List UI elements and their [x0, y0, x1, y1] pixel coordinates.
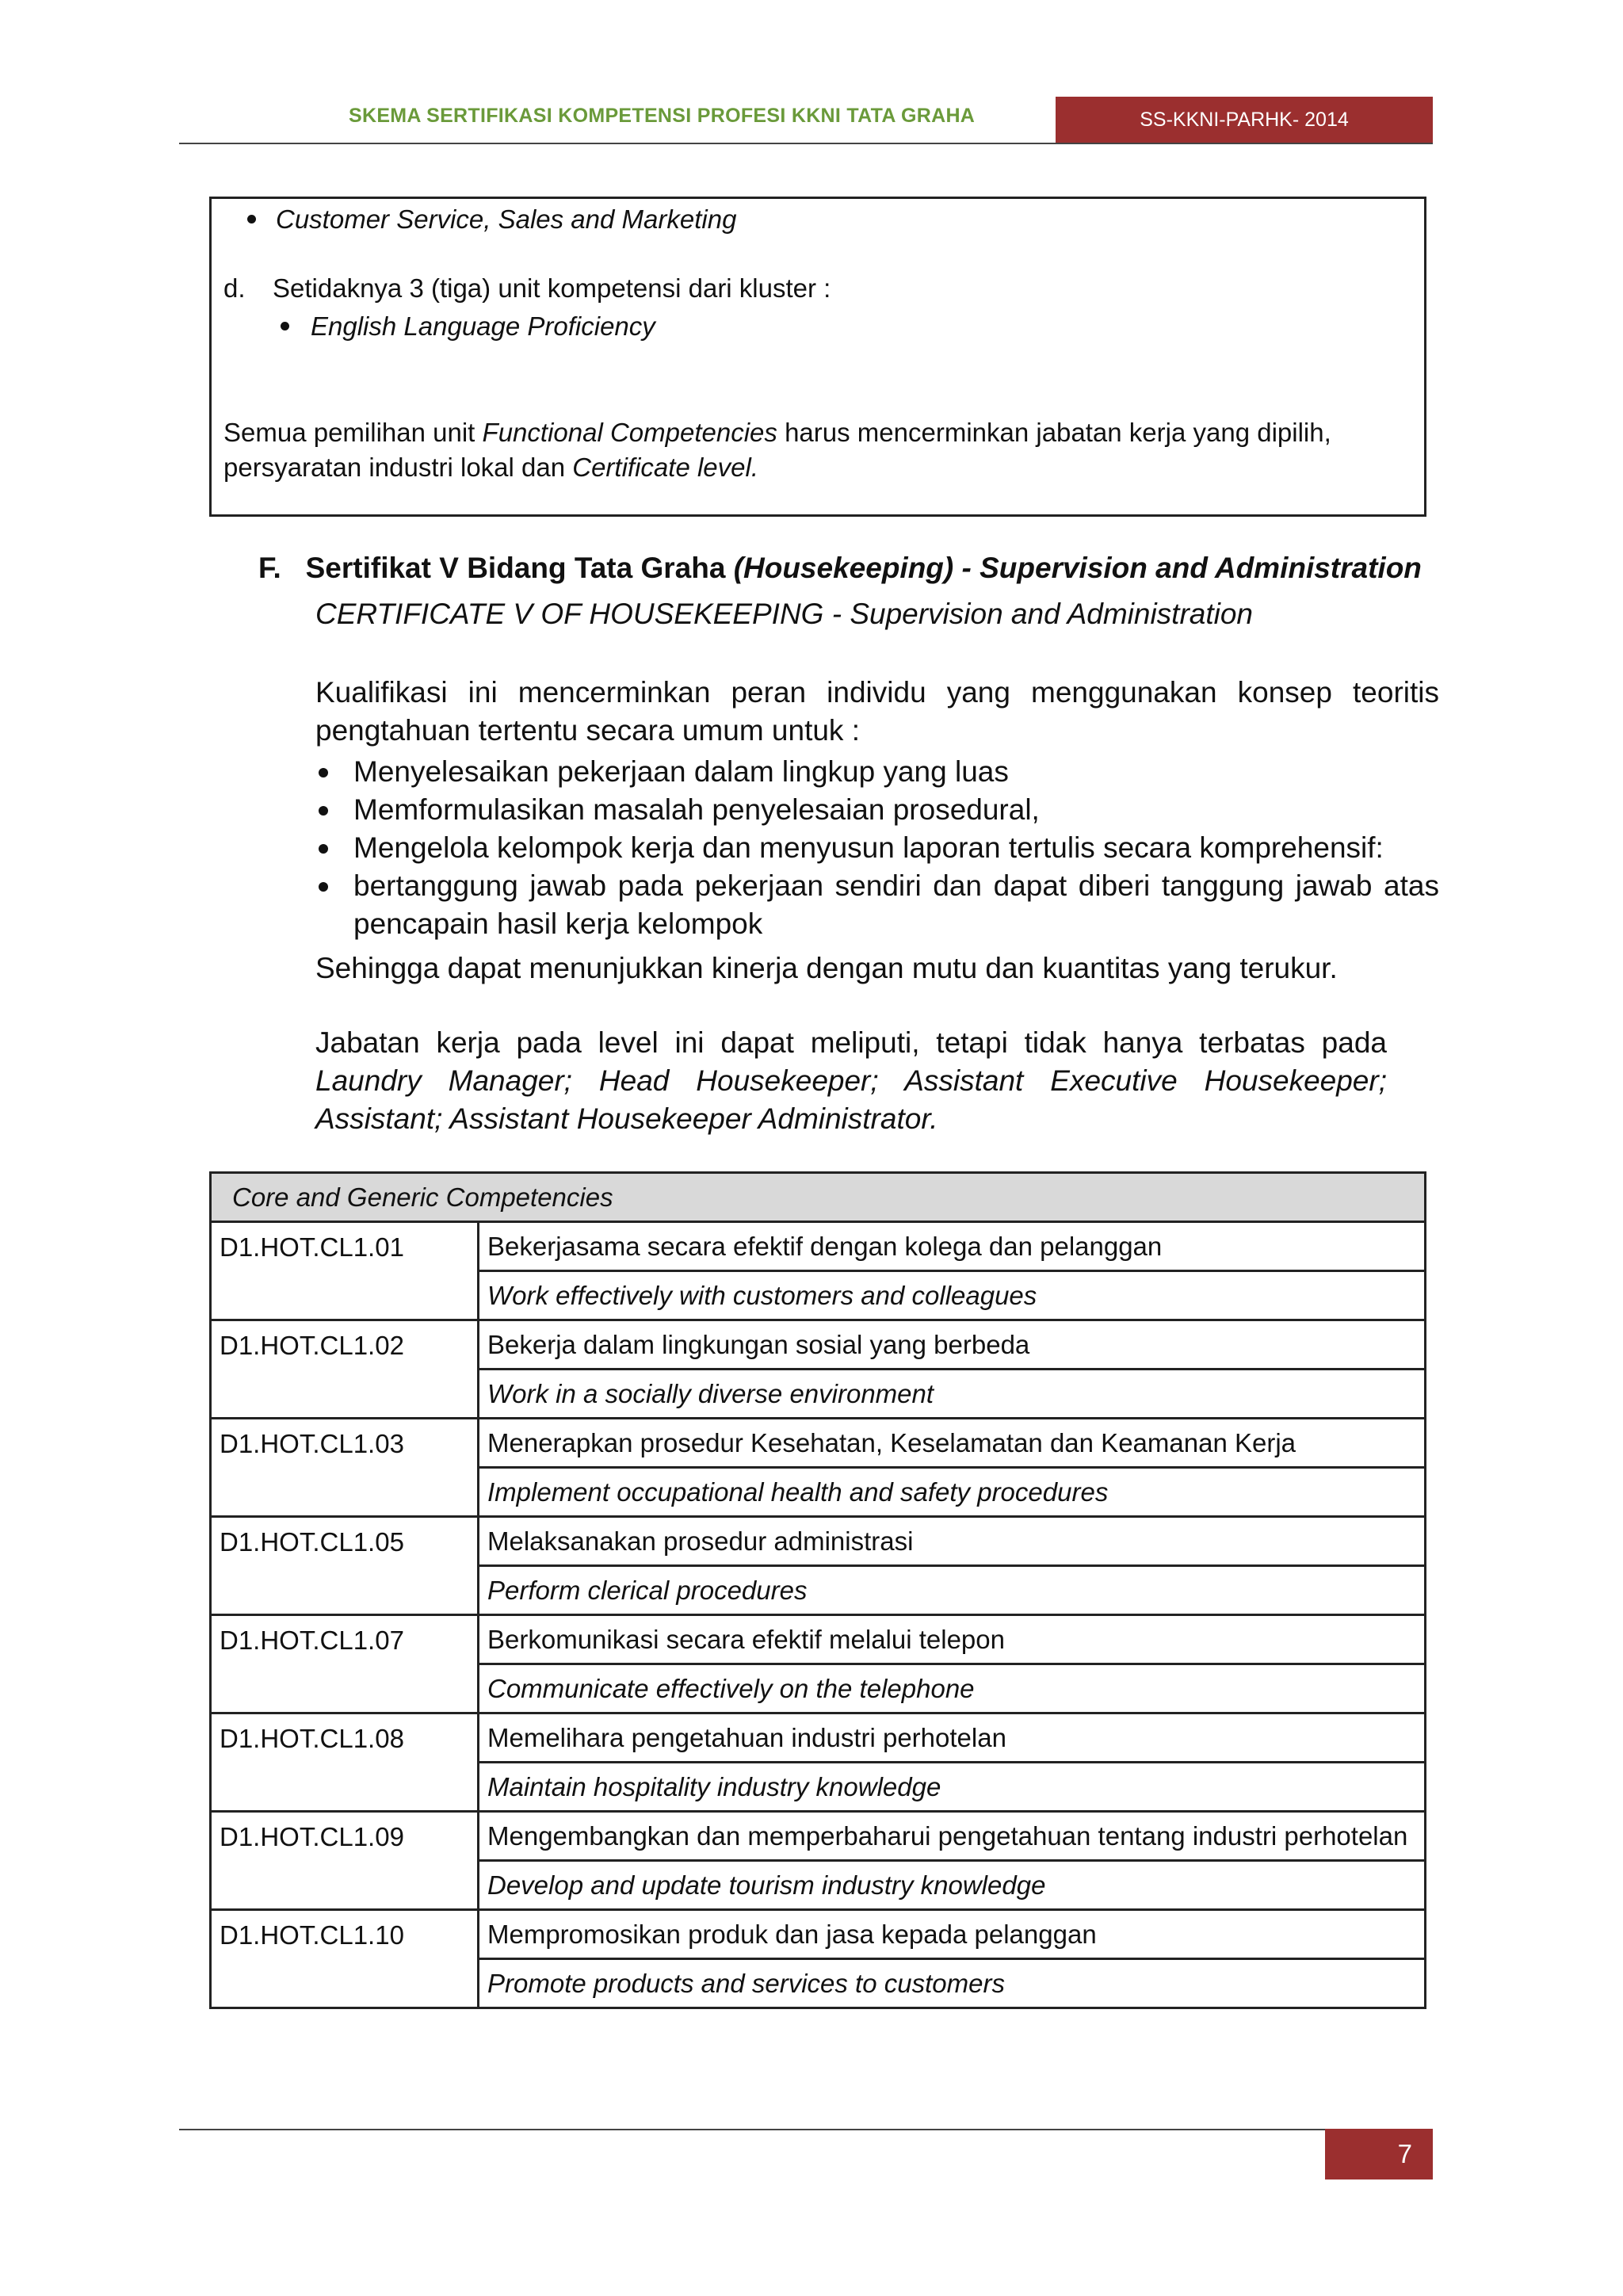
unit-code: D1.HOT.CL1.08 [211, 1713, 479, 1812]
unit-title-id: Menerapkan prosedur Kesehatan, Keselamatan dan Keamanan Kerja [479, 1419, 1426, 1468]
box-note [223, 415, 1419, 485]
table-row [211, 1320, 1426, 1370]
page-number: 7 [1397, 2139, 1412, 2168]
unit-code: D1.HOT.CL1.10 [211, 1910, 479, 2008]
section-marker: F. [258, 552, 281, 584]
jobs-prefix: Jabatan kerja pada level ini dapat meliputi, tetapi tidak hanya terbatas pada [315, 1026, 1387, 1059]
unit-title-id: Melaksanakan prosedur administrasi [479, 1517, 1426, 1566]
bullet-icon [247, 215, 256, 223]
unit-code: D1.HOT.CL1.03 [211, 1419, 479, 1517]
box-note-part4: Certificate level. [572, 453, 759, 482]
table-row [211, 1812, 1426, 1861]
section-heading [258, 552, 1422, 585]
box-d-marker: d. [223, 273, 246, 303]
box-note-part2: Functional Competencies [482, 418, 777, 447]
unit-title-en: Work effectively with customers and colleagues [479, 1271, 1426, 1320]
jobs-list: Laundry Manager; Head Housekeeper; Assistant Executive Housekeeper; Assistant; Assistant Housekeeper Administrator. [315, 1064, 1387, 1135]
list-item: bertanggung jawab pada pekerjaan sendiri dan dapat diberi tanggung jawab atas pencapain hasil kerja kelompok [315, 867, 1439, 943]
bullet-icon [281, 322, 289, 330]
box-bullet-top-text: Customer Service, Sales and Marketing [276, 204, 737, 234]
section-jobs [315, 1024, 1387, 1138]
section-bullet-list [315, 753, 1439, 943]
table-row [211, 1517, 1426, 1566]
box-d-bullet [311, 309, 655, 344]
unit-title-en: Perform clerical procedures [479, 1566, 1426, 1615]
box-d-text: Setidaknya 3 (tiga) unit kompetensi dari kluster : [273, 273, 831, 303]
header-code-badge [1056, 97, 1433, 143]
unit-title-en: Implement occupational health and safety procedures [479, 1468, 1426, 1517]
bullet-icon [319, 882, 328, 892]
header-title: SKEMA SERTIFIKASI KOMPETENSI PROFESI KKNI TATA GRAHA [349, 105, 976, 127]
unit-title-en: Maintain hospitality industry knowledge [479, 1763, 1426, 1812]
unit-title-en: Communicate effectively on the telephone [479, 1664, 1426, 1713]
section-subtitle: CERTIFICATE V OF HOUSEKEEPING - Supervision and Administration [315, 598, 1254, 630]
unit-title-id: Mempromosikan produk dan jasa kepada pelanggan [479, 1910, 1426, 1959]
header-code: SS-KKNI-PARHK- 2014 [1140, 108, 1349, 131]
table-heading: Core and Generic Competencies [211, 1173, 1426, 1222]
list-item: Memformulasikan masalah penyelesaian prosedural, [315, 791, 1439, 829]
unit-code: D1.HOT.CL1.02 [211, 1320, 479, 1419]
footer-divider [179, 2129, 1433, 2130]
unit-title-id: Berkomunikasi secara efektif melalui telepon [479, 1615, 1426, 1664]
unit-title-id: Bekerjasama secara efektif dengan kolega dan pelanggan [479, 1222, 1426, 1271]
competency-table [209, 1171, 1426, 2009]
unit-code: D1.HOT.CL1.05 [211, 1517, 479, 1615]
unit-title-id: Mengembangkan dan memperbaharui pengetahuan tentang industri perhotelan [479, 1812, 1426, 1861]
box-note-part3: harus mencerminkan jabatan kerja yang dipilih, persyaratan industri lokal dan [223, 418, 1331, 482]
unit-code: D1.HOT.CL1.07 [211, 1615, 479, 1713]
table-row [211, 1419, 1426, 1468]
table-row [211, 1222, 1426, 1271]
page-number-badge [1325, 2129, 1433, 2179]
list-item: Menyelesaikan pekerjaan dalam lingkup yang luas [315, 753, 1439, 791]
table-row [211, 1615, 1426, 1664]
unit-title-id: Bekerja dalam lingkungan sosial yang berbeda [479, 1320, 1426, 1370]
box-d-bullet-text: English Language Proficiency [311, 311, 655, 341]
table-row [211, 1910, 1426, 1959]
box-bullet-top [276, 202, 736, 237]
section-intro: Kualifikasi ini mencerminkan peran individu yang menggunakan konsep teoritis pengtahuan tertentu secara umum untuk : [315, 676, 1439, 747]
unit-title-id: Memelihara pengetahuan industri perhotelan [479, 1713, 1426, 1763]
list-item: Mengelola kelompok kerja dan menyusun laporan tertulis secara komprehensif: [315, 829, 1439, 867]
unit-title-en: Develop and update tourism industry knowledge [479, 1861, 1426, 1910]
unit-title-en: Promote products and services to customers [479, 1959, 1426, 2008]
unit-code: D1.HOT.CL1.09 [211, 1812, 479, 1910]
section-title-main: Sertifikat V Bidang Tata Graha [305, 552, 734, 584]
bullet-icon [319, 768, 328, 777]
bullet-icon [319, 844, 328, 854]
unit-code: D1.HOT.CL1.01 [211, 1222, 479, 1320]
box-note-part1: Semua pemilihan unit [223, 418, 483, 447]
section-outcome: Sehingga dapat menunjukkan kinerja dengan mutu dan kuantitas yang terukur. [315, 952, 1338, 984]
unit-title-en: Work in a socially diverse environment [479, 1370, 1426, 1419]
bullet-icon [319, 806, 328, 816]
table-row [211, 1713, 1426, 1763]
section-title-italic: (Housekeeping) - Supervision and Administration [733, 552, 1422, 584]
header-divider [179, 143, 1433, 144]
